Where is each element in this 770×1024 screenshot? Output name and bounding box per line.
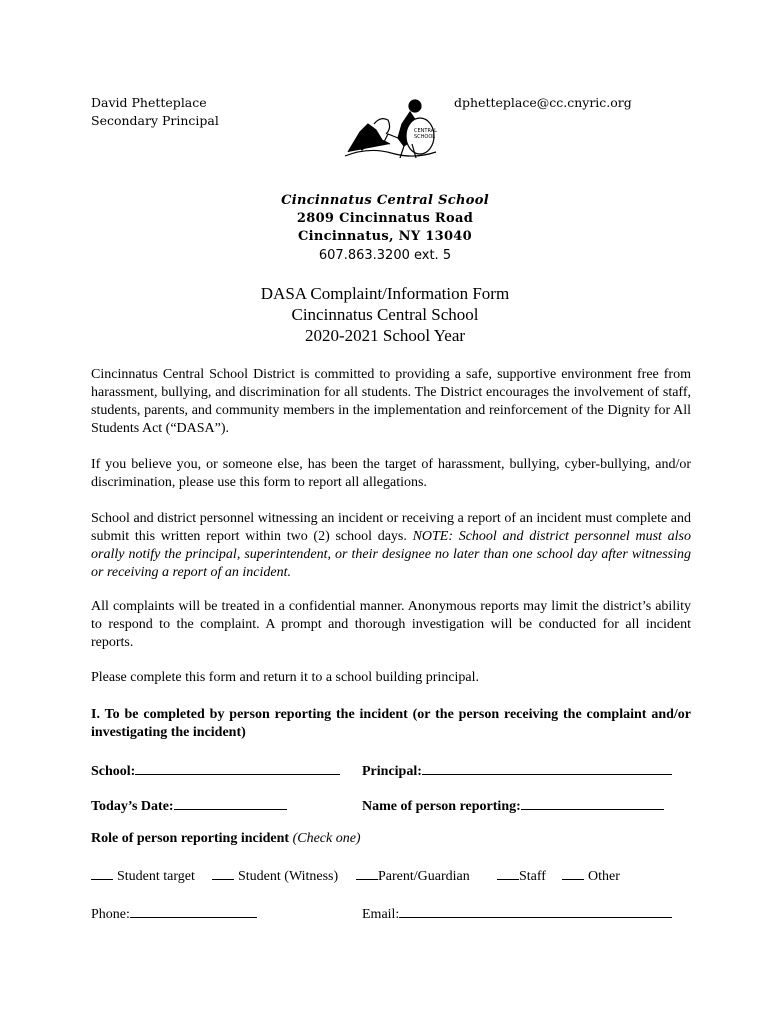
role-option-staff[interactable]: [497, 867, 546, 885]
school-phone: 607.863.3200 ext. 5: [318, 248, 452, 263]
school-label: School:: [91, 764, 136, 779]
email-label: Email:: [362, 907, 400, 922]
school-address: 2809 Cincinnatus Road: [296, 211, 474, 226]
phone-input-line[interactable]: [130, 903, 257, 918]
personnel-note: NOTE: School and district personnel must also orally notify the principal, superintendent, or their designee no later than one school day after witnessing or receiving a report of an incident.: [91, 529, 691, 580]
date-field[interactable]: [91, 795, 287, 815]
role-option-student-target[interactable]: [91, 867, 195, 885]
role-option-label: Parent/Guardian: [378, 869, 470, 884]
role-option-label: Student (Witness): [238, 869, 339, 884]
form-year: 2020-2021 School Year: [304, 326, 466, 345]
role-option-other[interactable]: [562, 867, 620, 885]
svg-text:SCHOOL: SCHOOL: [414, 134, 436, 140]
principal-field[interactable]: [362, 760, 672, 780]
section-heading: I. To be completed by person reporting the incident (or the person receiving the complaint and/or investigating the incident): [91, 707, 691, 740]
role-option-label: Student target: [117, 869, 195, 884]
checkbox-line[interactable]: [562, 867, 584, 880]
principal-label: Principal:: [362, 764, 422, 779]
checkbox-line[interactable]: [356, 867, 378, 880]
school-mascot-logo-icon: [340, 94, 440, 164]
school-input-line[interactable]: [135, 760, 340, 775]
form-school: Cincinnatus Central School: [291, 305, 479, 324]
date-label: Today’s Date:: [91, 799, 174, 814]
personnel-paragraph: [91, 510, 691, 582]
role-option-label: Other: [588, 869, 620, 884]
intro-paragraph: Cincinnatus Central School District is committed to providing a safe, supportive environment free from harassment, bullying, and discrimination for all students. The District encourages the involvement of staff, students, parents, and community members in the implementation and reinforcement of the Dignity for All Students Act (“DASA”).: [91, 367, 691, 436]
school-field[interactable]: [91, 760, 340, 780]
principal-input-line[interactable]: [422, 760, 672, 775]
email-field[interactable]: [362, 903, 672, 923]
checkbox-line[interactable]: [91, 867, 113, 880]
role-option-label: Staff: [519, 869, 546, 884]
email-input-line[interactable]: [399, 903, 672, 918]
role-option-student-witness[interactable]: [212, 867, 338, 885]
svg-text:CENTRAL: CENTRAL: [414, 128, 437, 134]
confidential-paragraph: All complaints will be treated in a confidential manner. Anonymous reports may limit the district’s ability to respond to the complaint. A prompt and thorough investigation will be conducted for all incident reports.: [91, 599, 691, 650]
reporter-field[interactable]: [362, 795, 664, 815]
form-title: DASA Complaint/Information Form: [260, 284, 510, 303]
instruction-paragraph: Please complete this form and return it to a school building principal.: [91, 670, 480, 685]
school-city: Cincinnatus, NY 13040: [298, 229, 472, 244]
personnel-text: School and district personnel witnessing an incident or receiving a report of an incident must complete and submit this written report within two (2) school days.: [91, 511, 691, 544]
allegations-paragraph: If you believe you, or someone else, has been the target of harassment, bullying, cyber-bullying, and/or discrimination, please use this form to report all allegations.: [91, 457, 691, 490]
school-name: Cincinnatus Central School: [281, 193, 489, 208]
role-option-parent[interactable]: [356, 867, 470, 885]
reporter-input-line[interactable]: [521, 795, 664, 810]
principal-name: David Phetteplace: [91, 95, 207, 110]
phone-label: Phone:: [91, 907, 130, 922]
role-heading: [91, 831, 361, 847]
phone-field[interactable]: [91, 903, 257, 923]
principal-email[interactable]: dphetteplace@cc.cnyric.org: [454, 95, 632, 110]
checkbox-line[interactable]: [497, 867, 519, 880]
reporter-label: Name of person reporting:: [362, 799, 521, 814]
checkbox-line[interactable]: [212, 867, 234, 880]
principal-role: Secondary Principal: [91, 113, 219, 128]
role-label: Role of person reporting incident: [91, 831, 290, 846]
date-input-line[interactable]: [174, 795, 287, 810]
role-hint: (Check one): [292, 831, 361, 846]
